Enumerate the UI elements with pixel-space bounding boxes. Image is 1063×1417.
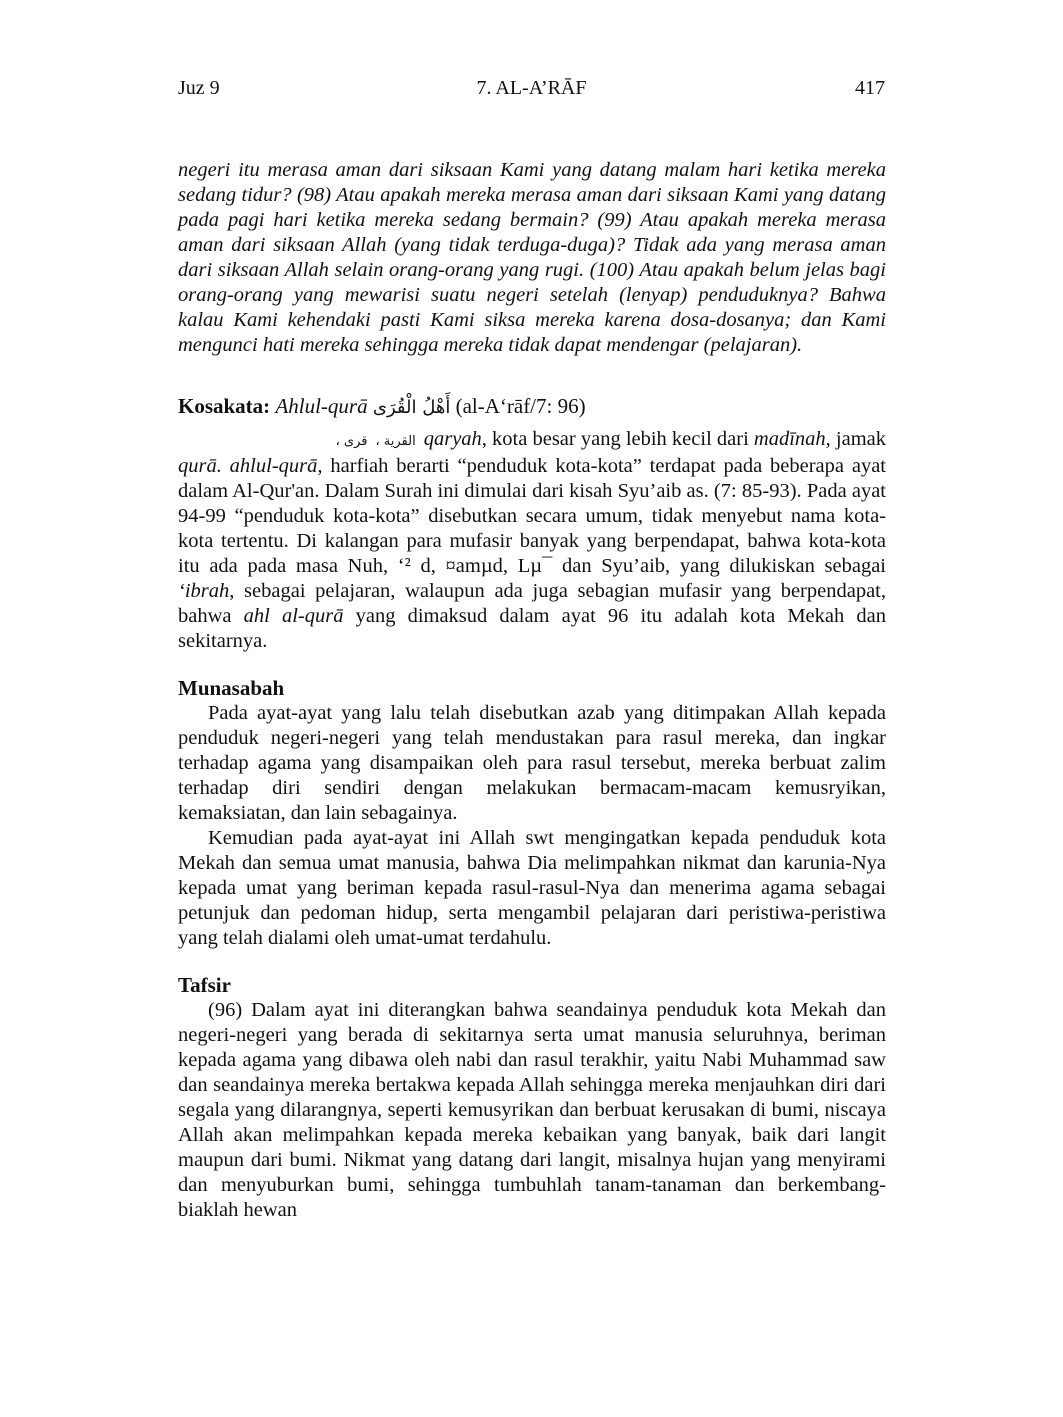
tafsir-heading: Tafsir <box>178 973 231 997</box>
tafsir-paragraph-1: (96) Dalam ayat ini diterangkan bahwa seandainya penduduk kota Mekah dan negeri-negeri yang berada di sekitarnya serta umat manusia seluruhnya, beriman kepada agama yang dibawa oleh nabi dan rasul terakhir, yaitu Nabi Muhammad saw dan seandainya mereka bertakwa kepada Allah sehingga mereka menjauhkan diri dari segala yang dilarangnya, seperti kemusyrikan dan berbuat kerusakan di bumi, niscaya Allah akan melimpahkan kepada mereka kebaikan yang banyak, baik dari langit maupun dari bumi. Nikmat yang datang dari langit, misalnya hujan yang menyirami dan menyuburkan bumi, sehingga tumbuhlah tanam-tanaman dan berkembang-biaklah hewan <box>178 999 886 1221</box>
running-header-surah: 7. AL-A’RĀF <box>476 77 587 99</box>
definition-ibrah: ‘ibrah <box>178 580 230 602</box>
definition-text-4: , sebagai pelajaran, walaupun ada juga sebagian mufasir yang berpendapat, bahwa <box>178 580 886 627</box>
definition-ahl-al-qura: ahl al-qurā <box>243 605 344 627</box>
munasabah-paragraph-1: Pada ayat-ayat yang lalu telah disebutkan azab yang ditimpakan Allah kepada penduduk negeri-negeri yang telah mendustakan para rasul mereka, dan ingkar terhadap agama yang disampaikan oleh para rasul tersebut, mereka berbuat zalim terhadap diri sendiri dengan melakukan bermacam-macam kemusryikan, kemaksiatan, dan lain sebagainya. <box>178 702 886 824</box>
munasabah-heading: Munasabah <box>178 676 285 700</box>
definition-text-2: , jamak <box>825 428 886 450</box>
running-header-juz: Juz 9 <box>178 77 220 99</box>
definition-text-1: , kota besar yang lebih kecil dari <box>481 428 754 450</box>
definition-madinah: madīnah <box>753 428 826 450</box>
arabic-singular: القرية ، <box>375 434 416 449</box>
definition-qura: qurā. ahlul-qurā, <box>178 455 323 477</box>
definition-text-5: yang dimaksud dalam ayat 96 itu adalah kota Mekah dan sekitarnya. <box>178 605 886 652</box>
kosakata-reference: (al-A‘rāf/7: 96) <box>455 394 586 418</box>
page-number: 417 <box>855 77 885 99</box>
kosakata-label: Kosakata: <box>178 394 271 418</box>
kosakata-term: Ahlul-qurā <box>275 394 368 418</box>
page-content <box>178 158 886 1223</box>
verse-translation: negeri itu merasa aman dari siksaan Kami yang datang malam hari ketika mereka sedang tidur? (98) Atau apakah mereka merasa aman dari siksaan Kami yang datang pada pagi hari ketika mereka sedang bermain? (99) Atau apakah mereka merasa aman dari siksaan Allah (yang tidak terduga-duga)? Tidak ada yang merasa aman dari siksaan Allah selain orang-orang yang rugi. (100) Atau apakah belum jelas bagi orang-orang yang mewarisi suatu negeri setelah (lenyap) penduduknya? Bahwa kalau Kami kehendaki pasti Kami siksa mereka karena dosa-dosanya; dan Kami mengunci hati mereka sehingga mereka tidak dapat mendengar (pelajaran). <box>178 159 886 356</box>
definition-first-line <box>178 427 886 454</box>
kosakata-definition <box>178 427 886 654</box>
definition-word: qaryah <box>423 428 482 450</box>
kosakata-heading-line <box>178 391 886 423</box>
munasabah-paragraph-2: Kemudian pada ayat-ayat ini Allah swt mengingatkan kepada penduduk kota Mekah dan semua umat manusia, bahwa Dia melimpahkan nikmat dan karunia-Nya kepada umat yang beriman kepada rasul-rasul-Nya dan menerima agama sebagai petunjuk dan pedoman hidup, serta mengambil pelajaran dari peristiwa-peristiwa yang telah dialami oleh umat-umat terdahulu. <box>178 827 886 949</box>
arabic-plural: قرى ، <box>335 434 368 449</box>
definition-text-3: harfiah berarti “penduduk kota-kota” terdapat pada beberapa ayat dalam Al-Qur'an. Dalam Surah ini dimulai dari kisah Syu’aib as. (7: 85-93). Pada ayat 94-99 “penduduk kota-kota” disebutkan secara umum, tidak menyebut nama kota-kota tertentu. Di kalangan para mufasir banyak yang berpendapat, bahwa kota-kota itu ada pada masa Nuh, ‘² d, ¤amµd, Lµ¯ dan Syu’aib, yang dilukiskan sebagai <box>178 455 886 577</box>
kosakata-arabic: أَهْلُ الْقُرَى <box>372 397 451 418</box>
